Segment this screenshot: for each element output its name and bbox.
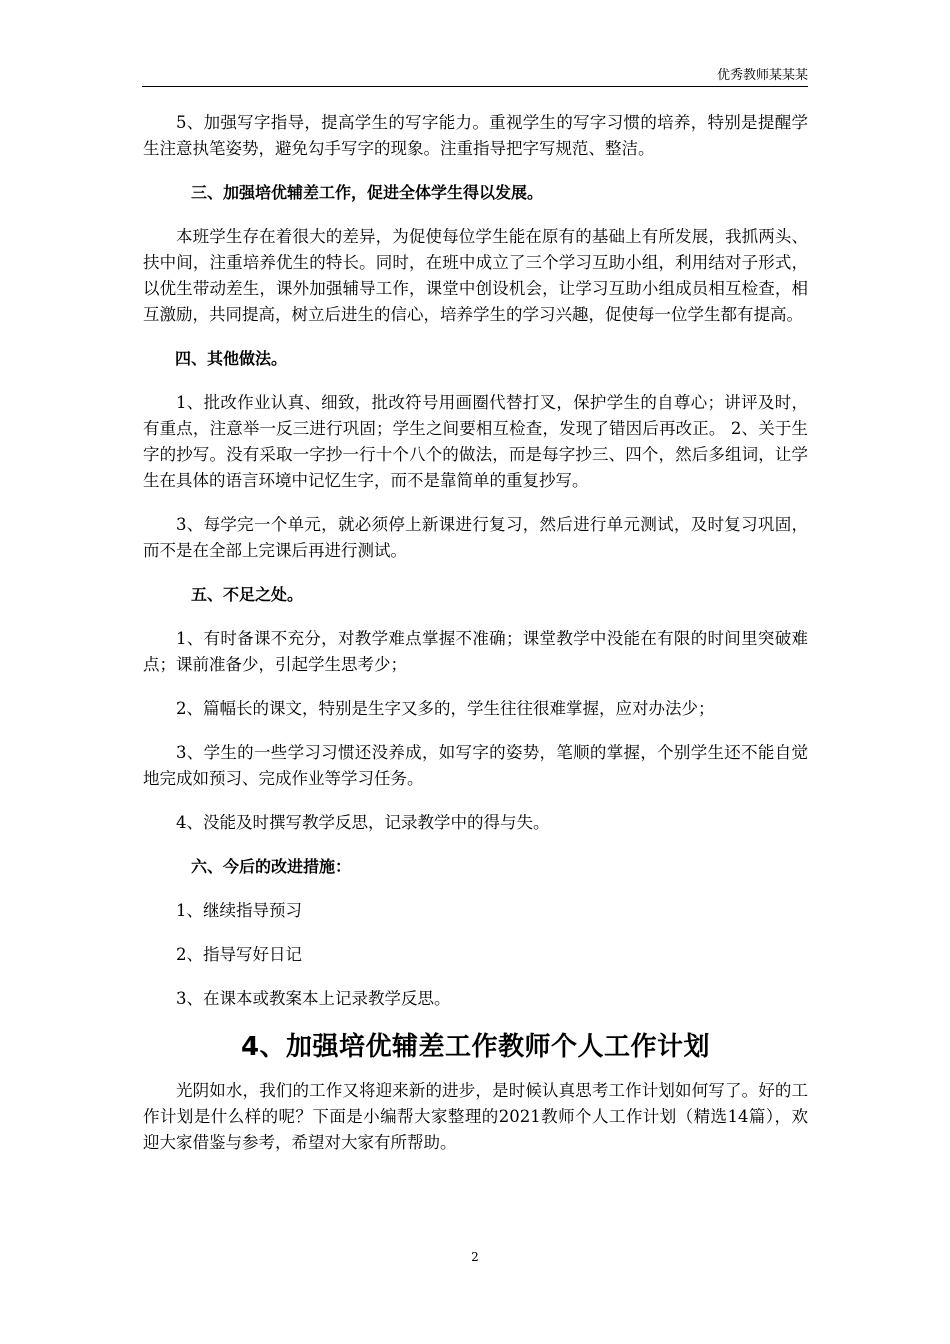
paragraph-shortcoming-3: 3、学生的一些学习习惯还没养成，如写字的姿势，笔顺的掌握，个别学生还不能自觉地完成如预习、完成作业等学习任务。 [143, 743, 808, 788]
paragraph-improvement-3: 3、在课本或教案本上记录教学反思。 [176, 989, 451, 1008]
paragraph-shortcoming-4: 4、没能及时撰写教学反思，记录教学中的得与失。 [176, 813, 550, 832]
page-number: 2 [471, 1250, 479, 1264]
paragraph-student-differences: 本班学生存在着很大的差异，为促使每位学生能在原有的基础上有所发展，我抓两头、扶中间，注重培养优生的特长。同时，在班中成立了三个学习互助小组，利用结对子形式，以优生带动差生，课外加强辅导工作，课堂中创设机会，让学习互助小组成员相互检查，相互激励，共同提高，树立后进生的信心，培养学生的学习兴趣，促使每一位学生都有提高。 [143, 227, 808, 324]
header-author: 优秀教师某某某 [716, 68, 808, 83]
section-heading-3: 三、加强培优辅差工作，促进全体学生得以发展。 [191, 183, 544, 202]
paragraph-improvement-2: 2、指导写好日记 [176, 945, 302, 964]
paragraph-shortcoming-1: 1、有时备课不充分，对教学难点掌握不准确；课堂教学中没能在有限的时间里突破难点；课前准备少，引起学生思考少； [143, 629, 808, 674]
paragraph-homework-correction: 1、批改作业认真、细致，批改符号用画圈代替打叉，保护学生的自尊心；讲评及时，有重点，注意举一反三进行巩固；学生之间要相互检查，发现了错因后再改正。 2、关于生字的抄写。没有采取一字抄一行十个八个的做法，而是每字抄三、四个，然后多组词，让学生在具体的语言环境中记忆生字，而不是靠简单的重复抄写。 [143, 393, 808, 490]
paragraph-intro: 光阴如水，我们的工作又将迎来新的进步，是时候认真思考工作计划如何写了。好的工作计划是什么样的呢？下面是小编帮大家整理的2021教师个人工作计划（精选14篇），欢迎大家借鉴与参考，希望对大家有所帮助。 [143, 1081, 808, 1152]
paragraph-unit-review: 3、每学完一个单元，就必须停上新课进行复习，然后进行单元测试，及时复习巩固，而不是在全部上完课后再进行测试。 [143, 515, 808, 560]
article-title: 4、加强培优辅差工作教师个人工作计划 [240, 1032, 711, 1062]
page-header [142, 60, 808, 87]
paragraph-improvement-1: 1、继续指导预习 [176, 901, 302, 920]
section-heading-4: 四、其他做法。 [175, 349, 288, 368]
section-heading-6: 六、今后的改进措施： [191, 857, 352, 876]
section-heading-5: 五、不足之处。 [191, 585, 304, 604]
paragraph-shortcoming-2: 2、篇幅长的课文，特别是生字又多的，学生往往很难掌握，应对办法少； [176, 699, 715, 718]
paragraph-writing-guidance: 5、加强写字指导，提高学生的写字能力。重视学生的写字习惯的培养，特别是提醒学生注意执笔姿势，避免勾手写字的现象。注重指导把字写规范、整洁。 [143, 113, 808, 158]
document-body [143, 110, 808, 1174]
